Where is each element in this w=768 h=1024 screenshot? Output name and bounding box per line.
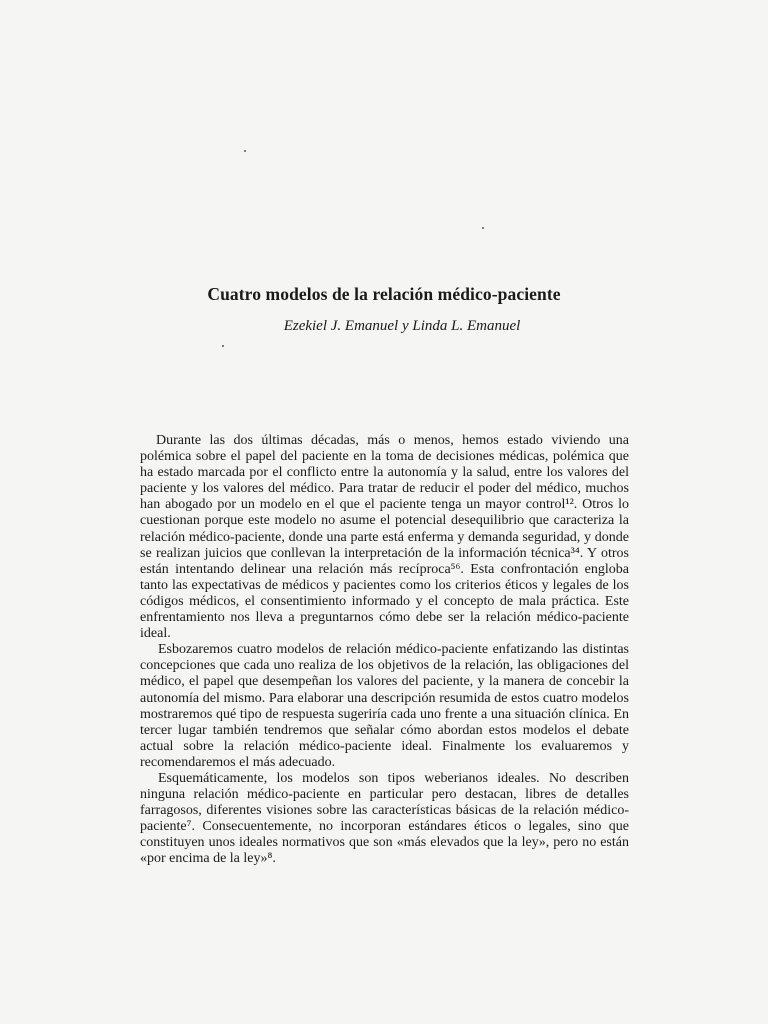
paragraph: Esbozaremos cuatro modelos de relación médico-paciente enfatizando las distintas concepciones que cada uno realiza de los objetivos de la relación, las obligaciones del médico, el papel que desempeñan los valores del paciente, y la manera de concebir la autonomía del mismo. Para elaborar una descripción resumida de estos cuatro modelos mostraremos qué tipo de respuesta sugeriría cada uno frente a una situación clínica. En tercer lugar también tendremos que señalar cómo abordan estos modelos el debate actual sobre la relación médico-paciente ideal. Finalmente los evaluaremos y recomendaremos el más adecuado. bbox=[140, 642, 629, 770]
article-title: Cuatro modelos de la relación médico-paciente bbox=[207, 284, 561, 304]
scan-speck bbox=[482, 227, 484, 229]
scan-speck bbox=[244, 150, 246, 152]
paragraph: Esquemáticamente, los modelos son tipos weberianos ideales. No describen ninguna relación médico-paciente en particular pero destacan, libres de detalles farragosos, diferentes visiones sobre las características básicas de la relación médico-paciente⁷. Consecuentemente, no incorporan estándares éticos o legales, sino que constituyen unos ideales normativos que son «más elevados que la ley», pero no están «por encima de la ley»⁸. bbox=[140, 770, 629, 867]
paragraph: Durante las dos últimas décadas, más o menos, hemos estado viviendo una polémica sobre el papel del paciente en la toma de decisiones médicas, polémica que ha estado marcada por el conflicto entre la autonomía y la salud, entre los valores del paciente y los valores del médico. Para tratar de reducir el poder del médico, muchos han abogado por un modelo en el que el paciente tenga un mayor control¹². Otros lo cuestionan porque este modelo no asume el potencial desequilibrio que caracteriza la relación médico-paciente, donde una parte está enferma y demanda seguridad, y donde se realizan juicios que conllevan la interpretación de la información técnica³⁴. Y otros están intentando delinear una relación más recíproca⁵⁶. Esta confrontación engloba tanto las expectativas de médicos y pacientes como los criterios éticos y legales de los códigos médicos, el consentimiento informado y el concepto de mala práctica. Este enfrentamiento nos lleva a preguntarnos cómo debe ser la relación médico-paciente ideal. bbox=[140, 433, 629, 642]
article-authors: Ezekiel J. Emanuel y Linda L. Emanuel bbox=[283, 318, 521, 334]
article-body bbox=[140, 433, 629, 868]
scan-speck bbox=[222, 345, 224, 347]
